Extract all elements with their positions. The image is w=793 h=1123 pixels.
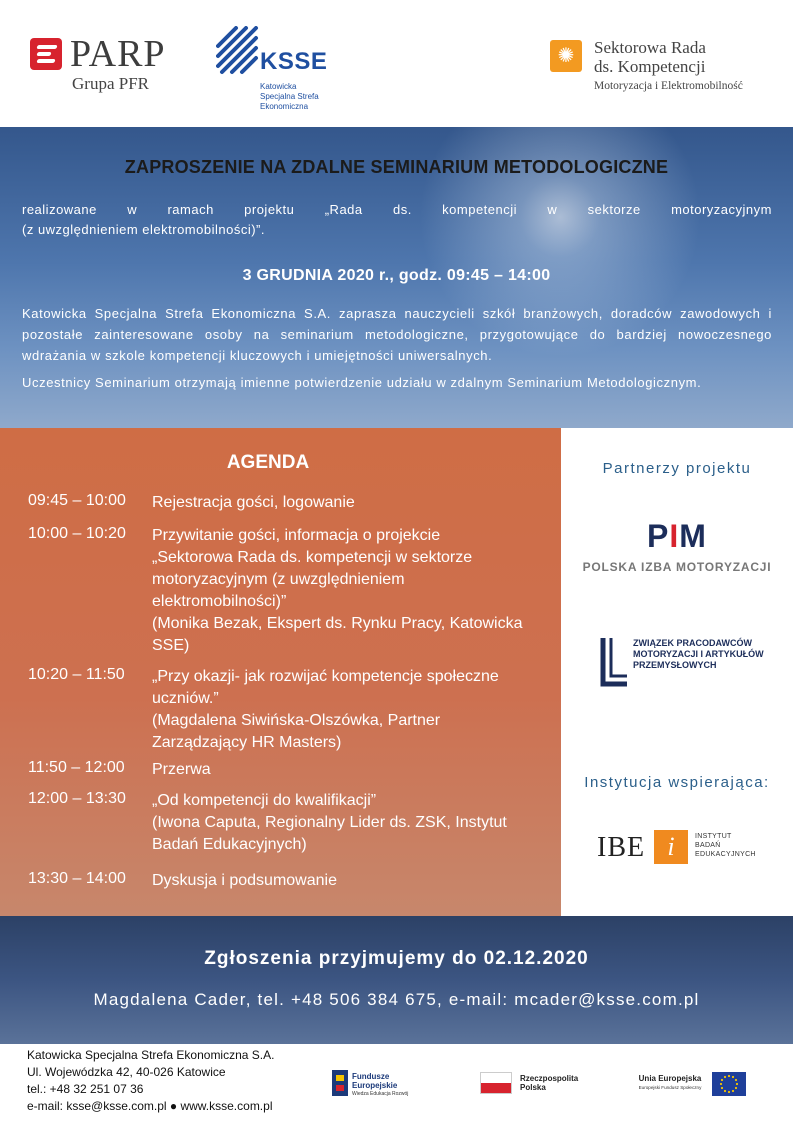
rzeczpospolita-polska-name: Rzeczpospolita Polska [520,1074,579,1092]
footer-email-web: e-mail: ksse@ksse.com.pl ● www.ksse.com.pl [27,1099,273,1113]
invitation-paragraph-2: Uczestnicy Seminarium otrzymają imienne potwierdzenie udziału w zdalnym Seminarium Metodologicznym. [22,375,702,390]
agenda-description: Rejestracja gości, logowanie [152,494,355,511]
footer-phone: tel.: +48 32 251 07 36 [27,1082,144,1096]
rada-title-line2: ds. Kompetencji [594,57,706,76]
header-logos [0,0,793,127]
supporting-institution-title: Instytucja wspierająca: [584,774,770,791]
efs-name: Europejski Fundusz Społeczny [638,1085,702,1090]
rada-tree-icon: ✺ [550,40,582,72]
agenda-time: 12:00 – 13:30 [28,790,126,807]
ibe-mark-icon: i [654,830,688,864]
agenda-time: 09:45 – 10:00 [28,492,126,509]
zpmiap-name: ZWIĄZEK PRACODAWCÓW MOTORYZACJI I ARTYKUŁÓW PRZEMYSŁOWYCH [633,638,764,670]
agenda-time: 10:20 – 11:50 [28,666,125,683]
rada-title-line3: Motoryzacja i Elektromobilność [594,80,743,92]
unia-europejska-name: Unia Europejska [638,1074,702,1083]
contact-info: Magdalena Cader, tel. +48 506 384 675, e-mail: mcader@ksse.com.pl [93,990,700,1009]
pim-wordmark: PIM [647,518,707,554]
ksse-stripes-icon [216,26,260,82]
ksse-logo [216,26,346,116]
footer [0,1044,793,1123]
zpmiap-mark-icon [599,636,629,690]
parp-subtitle: Grupa PFR [72,74,149,93]
project-line-2: (z uwzględnieniem elektromobilności)”. [22,222,265,237]
invitation-title: ZAPROSZENIE NA ZDALNE SEMINARIUM METODOLOGICZNE [124,157,669,177]
agenda-time: 11:50 – 12:00 [28,759,125,776]
ksse-subtitle: Katowicka Specjalna Strefa Ekonomiczna [260,82,319,111]
ibe-logo [597,828,787,868]
agenda-description: Dyskusja i podsumowanie [152,872,337,889]
ibe-wordmark: IBE [597,832,646,863]
seminar-date: 3 GRUDNIA 2020 r., godz. 09:45 – 14:00 [242,267,551,284]
pim-logo [561,518,793,578]
fundusze-europejskie-program: Wiedza Edukacja Rozwój [352,1091,409,1097]
footer-address: Ul. Wojewódzka 42, 40-026 Katowice [27,1065,226,1079]
partners-title: Partnerzy projektu [602,460,752,477]
unia-europejska-logo [634,1070,754,1098]
partners-panel [561,428,793,916]
polish-flag-icon [480,1072,512,1094]
ksse-name: KSSE [260,48,328,75]
fundusze-europejskie-icon [332,1070,348,1096]
agenda-description: Przerwa [152,761,211,778]
registration-banner [0,916,793,1044]
parp-mark-icon [30,38,62,70]
rzeczpospolita-polska-logo [480,1070,590,1098]
ibe-name: INSTYTUT BADAŃ EDUKACYJNYCH [695,833,756,858]
parp-logo [30,33,190,96]
agenda-title: AGENDA [226,452,310,473]
fundusze-europejskie-name: Fundusze Europejskie [352,1072,398,1090]
footer-company: Katowicka Specjalna Strefa Ekonomiczna S.A. [27,1048,275,1062]
invitation-banner [0,127,793,428]
rada-title-line1: Sektorowa Rada [594,38,706,57]
registration-deadline: Zgłoszenia przyjmujemy do 02.12.2020 [204,948,589,969]
agenda-description: „Przy okazji- jak rozwijać kompetencje społeczne uczniów.” (Magdalena Siwińska-Olszówka, Partner Zarządzający HR Masters) [152,668,499,751]
eu-flag-icon [712,1072,746,1096]
agenda-description: „Od kompetencji do kwalifikacji” (Iwona Caputa, Regionalny Lider ds. ZSK, Instytut Badań Edukacyjnych) [152,792,507,853]
agenda-time: 10:00 – 10:20 [28,525,126,542]
zpmiap-logo [599,632,789,694]
agenda-panel [0,428,561,916]
agenda-description: Przywitanie gości, informacja o projekcie „Sektorowa Rada ds. kompetencji w sektorze motoryzacyjnym (z uwzględnieniem elektromobilności)” (Monika Bezak, Ekspert ds. Rynku Pracy, Katowicka SSE) [152,527,523,654]
pim-subtitle: POLSKA IZBA MOTORYZACJI [582,560,772,574]
parp-name: PARP [70,33,166,75]
project-line-1: realizowane w ramach projektu „Rada ds. kompetencji w sektorze motoryzacyjnym [22,202,772,217]
fundusze-europejskie-logo [332,1068,442,1100]
sektorowa-rada-logo [550,38,780,98]
agenda-time: 13:30 – 14:00 [28,870,126,887]
invitation-paragraph-1: Katowicka Specjalna Strefa Ekonomiczna S.A. zaprasza nauczycieli szkół branżowych, doradców zawodowych i pozostałe zainteresowane osoby na seminarium metodologiczne, przygotowujące do bardziej nowoczesnego wdrażania w szkole kompetencji kluczowych i umiejętności uniwersalnych. [22,306,772,363]
